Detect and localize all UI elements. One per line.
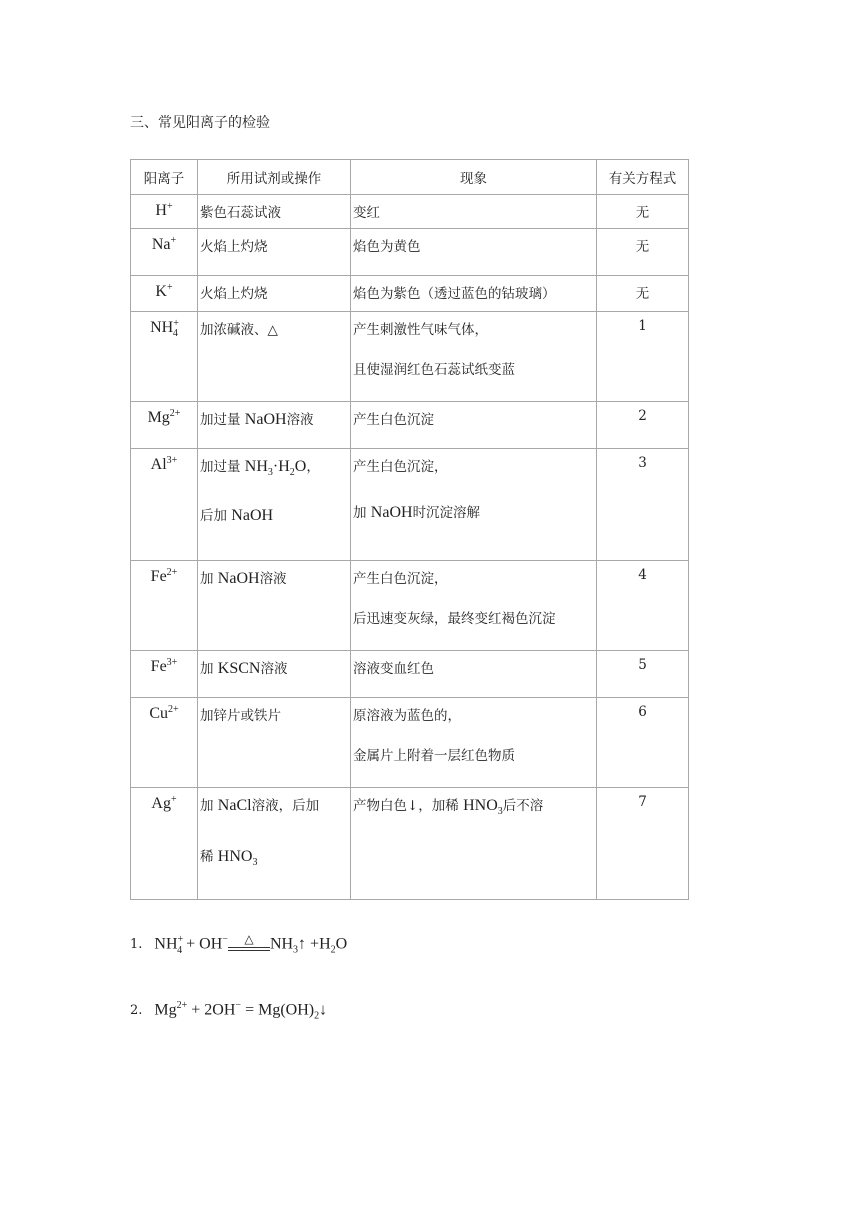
phenomenon-cell: 原溶液为蓝色的， 金属片上附着一层红色物质 xyxy=(351,698,597,788)
naoh-formula: NaOH xyxy=(244,411,287,428)
phenomenon-cell: 产生白色沉淀 xyxy=(351,402,597,449)
table-row xyxy=(131,195,689,229)
reagent-cell: 火焰上灼烧 xyxy=(198,229,351,276)
equation-ref: 6 xyxy=(597,698,689,788)
equation-ref: 无 xyxy=(597,229,689,276)
cation-test-table xyxy=(130,159,689,900)
reagent-cell: 加锌片或铁片 xyxy=(198,698,351,788)
section-heading: 三、常见阳离子的检验 xyxy=(130,115,270,131)
table-row xyxy=(131,698,689,788)
equation-ref: 5 xyxy=(597,651,689,698)
naoh-formula: NaOH xyxy=(231,507,274,525)
equation-2: 2. $Mg^{2+} + 2OH^-$ = $Mg(OH)_2↓$ xyxy=(130,1000,328,1022)
phenomenon-line-1: 产生刺激性气味气体， xyxy=(353,322,488,338)
reagent-cell: 加浓碱液、△ xyxy=(198,312,351,402)
naoh-formula: NaOH xyxy=(217,570,260,587)
reagent-cell: 加 KSCN溶液 xyxy=(198,651,351,698)
cation-al: $Al^{3+}$ xyxy=(131,449,198,561)
phenomenon-cell: 产生白色沉淀， 后迅速变灰绿，最终变红褐色沉淀 xyxy=(351,561,597,651)
hno3-formula: $HNO_3$ xyxy=(217,848,258,869)
table-row xyxy=(131,788,689,900)
cation-cu: $Cu^{2+}$ xyxy=(131,698,198,788)
phenomenon-line-2: 且使湿润红色石蕊试纸变蓝 xyxy=(353,362,515,378)
reagent-cell: 火焰上灼烧 xyxy=(198,276,351,312)
cation-mg: $Mg^{2+}$ xyxy=(131,402,198,449)
kscn-formula: KSCN xyxy=(217,660,261,677)
cation-k: K+ xyxy=(131,276,198,312)
phenomenon-cell: 焰色为黄色 xyxy=(351,229,597,276)
phenomenon-cell: 焰色为紫色（透过蓝色的钴玻璃） xyxy=(351,276,597,312)
table-row xyxy=(131,312,689,402)
equation-ref: 无 xyxy=(597,276,689,312)
cation-na: Na+ xyxy=(131,229,198,276)
cation-h: H+ xyxy=(131,195,198,229)
reagent-cell: 加过量 NaOH溶液 xyxy=(198,402,351,449)
cation-fe3: $Fe^{3+}$ xyxy=(131,651,198,698)
nacl-formula: NaCl xyxy=(217,797,252,814)
table-row xyxy=(131,276,689,312)
naoh-formula: NaOH xyxy=(370,504,413,521)
equation-ref: 2 xyxy=(597,402,689,449)
phenomenon-cell: 产物白色↓，加稀 $HNO_3$后不溶 xyxy=(351,788,597,900)
equation-ref: 7 xyxy=(597,788,689,900)
phenomenon-cell: 变红 xyxy=(351,195,597,229)
equation-ref: 1 xyxy=(597,312,689,402)
equation-ref: 3 xyxy=(597,449,689,561)
reagent-cell: 加 NaOH溶液 xyxy=(198,561,351,651)
nh3-h2o-formula: $NH_3\cdot H_2O$ xyxy=(244,458,307,479)
phenomenon-cell: 产生白色沉淀， 加 NaOH时沉淀溶解 xyxy=(351,449,597,561)
reagent-cell: 加过量 $NH_3\cdot H_2O$， 后加 NaOH xyxy=(198,449,351,561)
table-header-row xyxy=(131,160,689,195)
hno3-formula: $HNO_3$ xyxy=(463,797,503,818)
header-reagent: 所用试剂或操作 xyxy=(198,160,351,195)
table-row xyxy=(131,402,689,449)
equation-ref: 无 xyxy=(597,195,689,229)
phenomenon-cell: 溶液变血红色 xyxy=(351,651,597,698)
table-row xyxy=(131,229,689,276)
header-cation: 阳离子 xyxy=(131,160,198,195)
heat-condition: △ xyxy=(228,935,270,953)
table-row xyxy=(131,651,689,698)
equation-1: 1. $NH^+_4 + OH^-$ △ $NH_3↑ +H_2O$ xyxy=(130,932,348,956)
phenomenon-cell xyxy=(351,312,597,402)
table-row xyxy=(131,449,689,561)
header-phenomenon: 现象 xyxy=(351,160,597,195)
cation-ag: Ag+ xyxy=(131,788,198,900)
equation-ref: 4 xyxy=(597,561,689,651)
cation-fe2: $Fe^{2+}$ xyxy=(131,561,198,651)
header-equation: 有关方程式 xyxy=(597,160,689,195)
cation-nh4: $NH^+_4$ xyxy=(131,312,198,402)
reagent-cell: 加 NaCl溶液，后加 稀 $HNO_3$ xyxy=(198,788,351,900)
reagent-cell: 紫色石蕊试液 xyxy=(198,195,351,229)
table-row xyxy=(131,561,689,651)
